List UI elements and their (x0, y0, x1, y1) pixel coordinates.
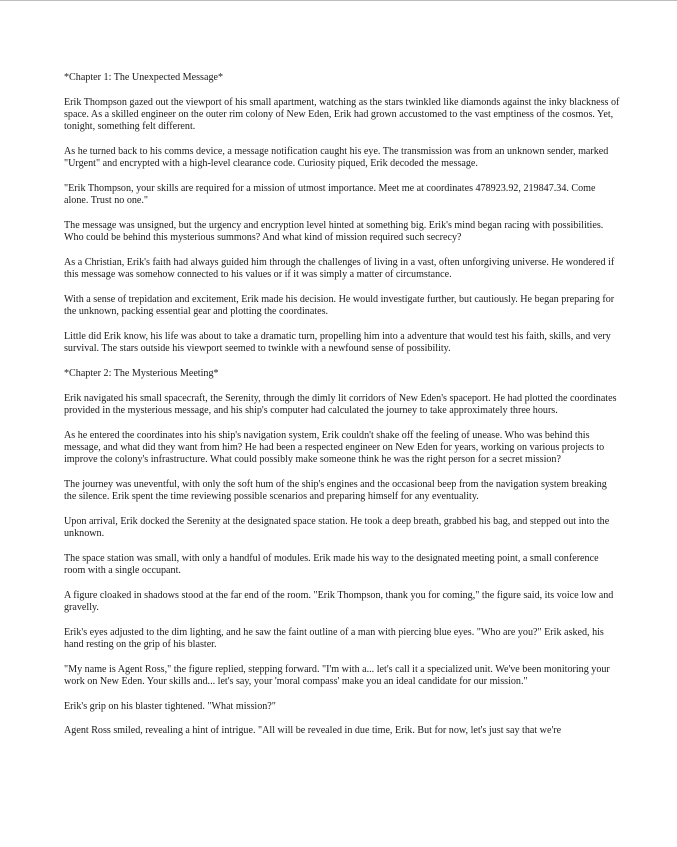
paragraph: As a Christian, Erik's faith had always guided him through the challenges of living in a vast, often unforgiving universe. He wondered if this message was somehow connected to his values or if it was simply a matter of circumstance. (64, 256, 615, 281)
document-page (64, 72, 620, 750)
top-border (0, 0, 677, 1)
paragraph: "My name is Agent Ross," the figure replied, stepping forward. "I'm with a... let's call it a specialized unit. We've been monitoring your work on New Eden. Your skills and... let's say, your 'moral compass' make you an ideal candidate for our mission." (64, 663, 610, 688)
paragraph: Erik navigated his small spacecraft, the Serenity, through the dimly lit corridors of New Eden's spaceport. He had plotted the coordinates provided in the mysterious message, and his ship's computer had calculated the journey to take approximately three hours. (64, 392, 617, 416)
paragraph: The message was unsigned, but the urgency and encryption level hinted at something big. Erik's mind began racing with possibilities. Who could be behind this mysterious summons? And what kind of mission required such secrecy? (64, 219, 604, 244)
paragraph: As he entered the coordinates into his ship's navigation system, Erik couldn't shake off the feeling of unease. Who was behind this message, and what did they want from him? He had been a respected engineer on New Eden for years, working on various projects to improve the colony's infrastructure. What could possibly make someone think he was the right person for a secret mission? (64, 429, 605, 466)
paragraph: Erik Thompson gazed out the viewport of his small apartment, watching as the stars twinkled like diamonds against the inky blackness of space. As a skilled engineer on the outer rim colony of New Eden, Erik had grown accustomed to the vast emptiness of the cosmos. Yet, tonight, something felt different. (64, 96, 620, 133)
paragraph: The space station was small, with only a handful of modules. Erik made his way to the designated meeting point, a small conference room with a single occupant. (64, 552, 599, 577)
paragraph: "Erik Thompson, your skills are required for a mission of utmost importance. Meet me at coordinates 478923.92, 219847.34. Come alone. Trust no one." (64, 182, 596, 207)
chapter-2-heading: *Chapter 2: The Mysterious Meeting* (64, 367, 219, 379)
paragraph: Little did Erik know, his life was about to take a dramatic turn, propelling him into a adventure that would test his faith, skills, and very survival. The stars outside his viewport seemed to twinkle with a newfound sense of possibility. (64, 330, 611, 355)
chapter-1-heading: *Chapter 1: The Unexpected Message* (64, 72, 224, 83)
paragraph: Erik's grip on his blaster tightened. "What mission?" (64, 700, 276, 712)
paragraph: A figure cloaked in shadows stood at the far end of the room. "Erik Thompson, thank you for coming," the figure said, its voice low and gravelly. (64, 589, 614, 614)
paragraph: As he turned back to his comms device, a message notification caught his eye. The transmission was from an unknown sender, marked "Urgent" and encrypted with a high-level clearance code. Curiosity piqued, Erik decoded the message. (64, 145, 609, 170)
paragraph: Erik's eyes adjusted to the dim lighting, and he saw the faint outline of a man with piercing blue eyes. "Who are you?" Erik asked, his hand resting on the grip of his blaster. (64, 626, 604, 651)
paragraph: The journey was uneventful, with only the soft hum of the ship's engines and the occasional beep from the navigation system breaking the silence. Erik spent the time reviewing possible scenarios and preparing himself for any eventuality. (64, 478, 607, 503)
paragraph: With a sense of trepidation and excitement, Erik made his decision. He would investigate further, but cautiously. He began preparing for the unknown, packing essential gear and plotting the coordinates. (64, 293, 615, 318)
paragraph: Upon arrival, Erik docked the Serenity at the designated space station. He took a deep breath, grabbed his bag, and stepped out into the unknown. (64, 515, 610, 540)
paragraph: Agent Ross smiled, revealing a hint of intrigue. "All will be revealed in due time, Erik. But for now, let's just say that we're (64, 725, 562, 737)
